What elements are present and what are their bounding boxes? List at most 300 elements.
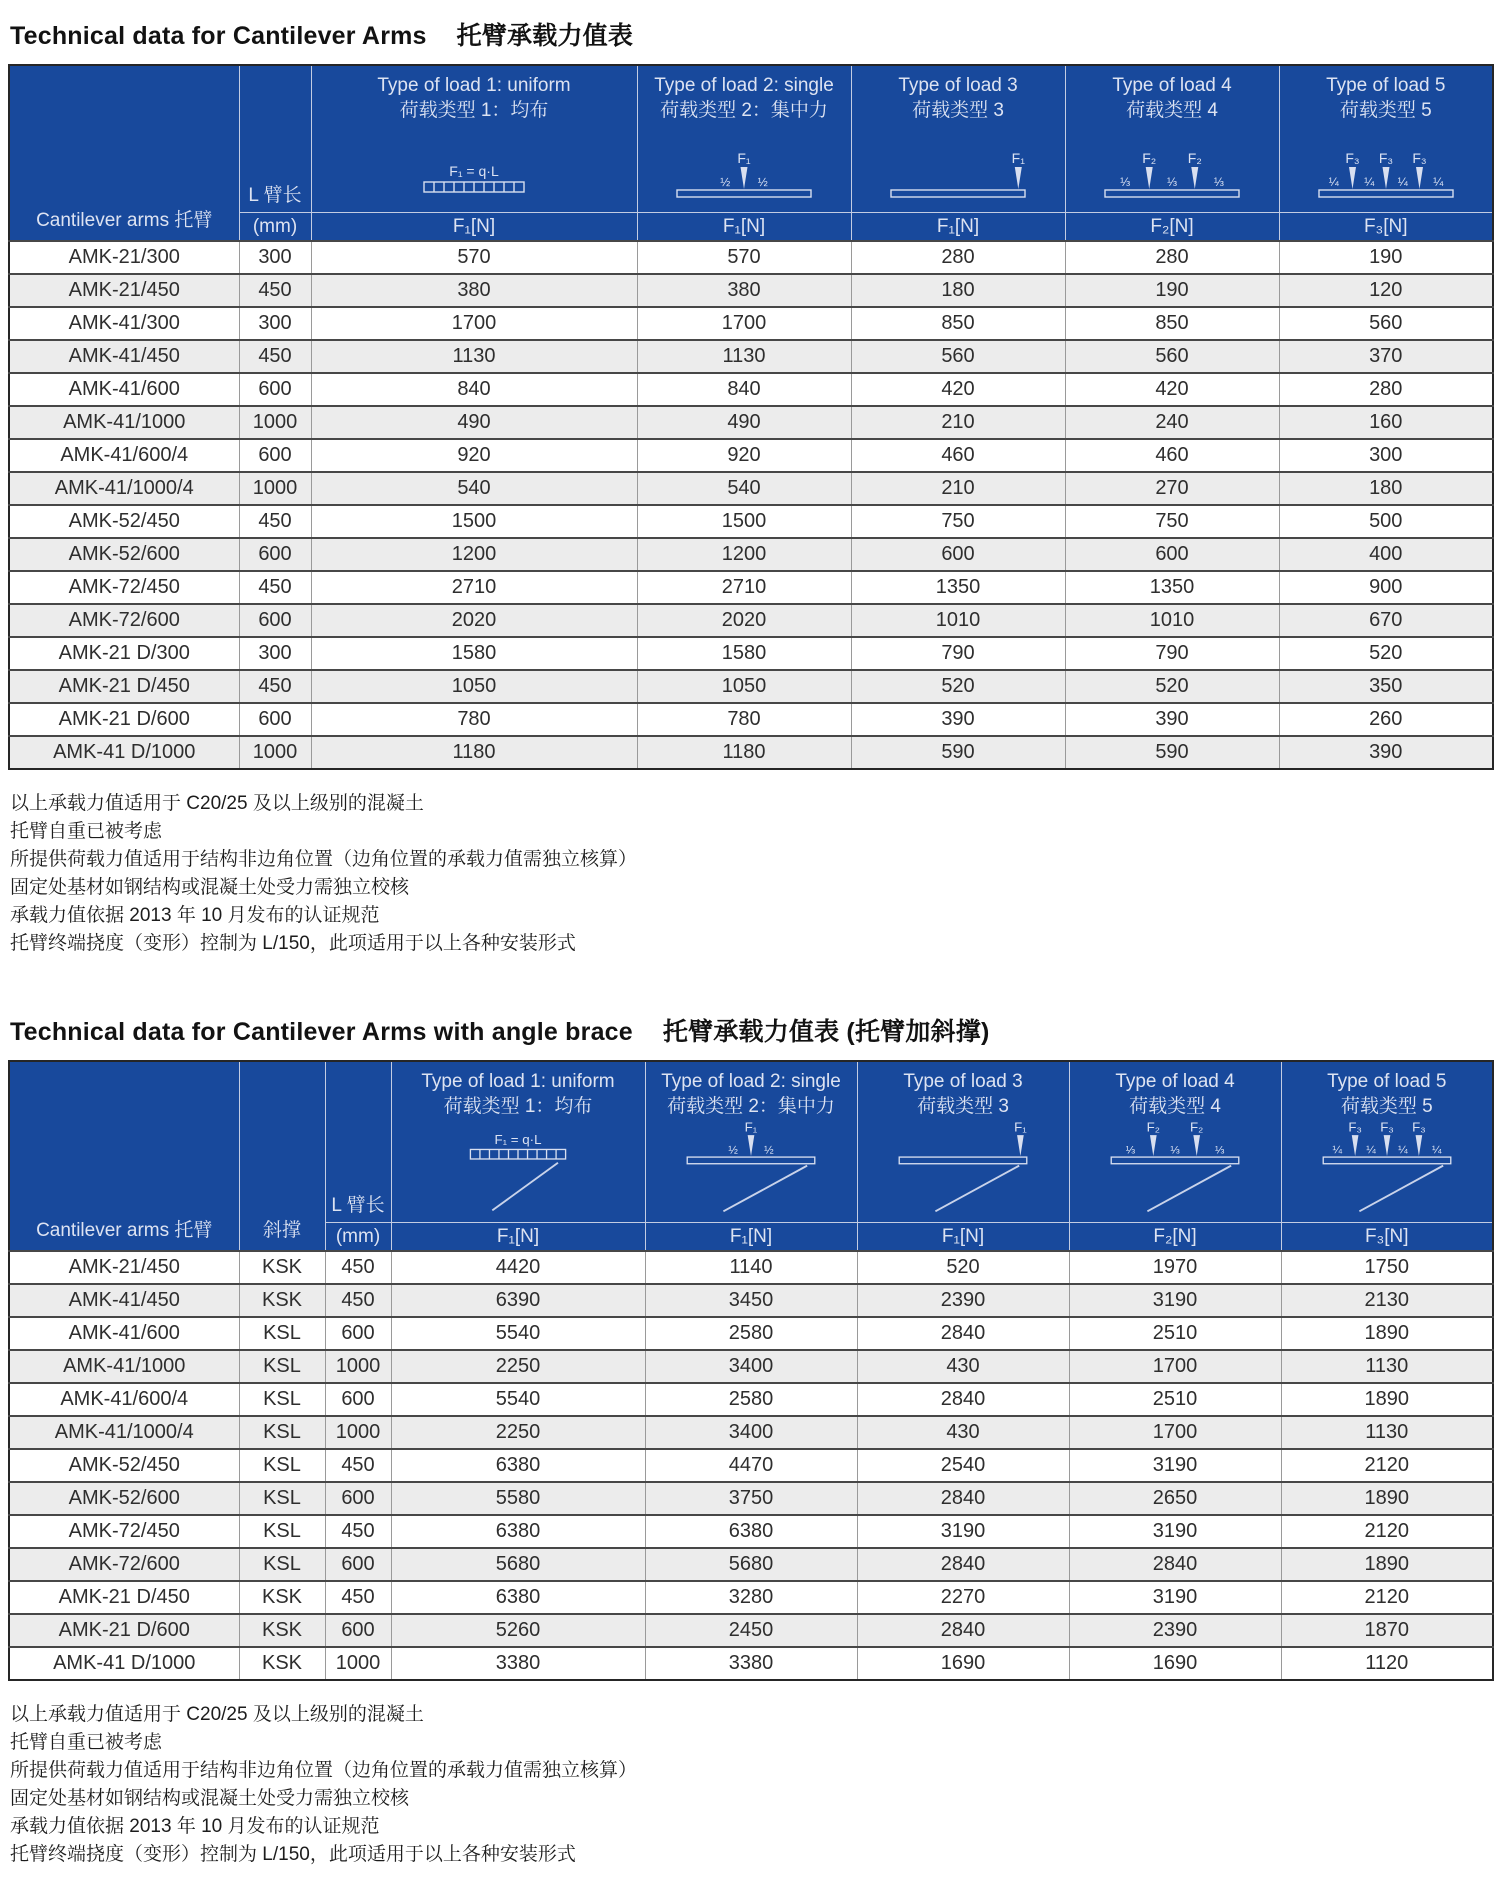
cell-value: 420 (1065, 373, 1279, 406)
cell-value: 1010 (1065, 604, 1279, 637)
load-type-title-zh: 荷载类型 1：均布 (443, 1096, 593, 1117)
cell-value: 1130 (1281, 1416, 1493, 1449)
table-row (9, 736, 1493, 769)
note-line: 固定处基材如钢结构或混凝土处受力需独立校核 (10, 877, 410, 898)
cell-model: AMK-41/1000/4 (9, 472, 239, 505)
cell-value: KSK (239, 1284, 325, 1317)
cell-value: 600 (325, 1383, 391, 1416)
cell-value: 570 (311, 241, 637, 274)
force-column-label-4: F₂[N] (1065, 213, 1279, 242)
length-unit-header: (mm) (325, 1223, 391, 1252)
cell-value: 920 (637, 439, 851, 472)
cell-value: 750 (1065, 505, 1279, 538)
cell-value: 2580 (645, 1317, 857, 1350)
cell-model: AMK-41/600/4 (9, 1383, 239, 1416)
cell-value: 2130 (1281, 1284, 1493, 1317)
header-row-main (9, 1061, 1493, 1223)
cell-value: 1200 (311, 538, 637, 571)
cell-value: 5680 (391, 1548, 645, 1581)
cell-value: 5540 (391, 1317, 645, 1350)
table-row (9, 439, 1493, 472)
length-unit-header: (mm) (239, 213, 311, 242)
load-type-title (377, 73, 570, 123)
cell-value: 1350 (1065, 571, 1279, 604)
cell-value: 2390 (857, 1284, 1069, 1317)
table-row (9, 1647, 1493, 1680)
cell-value: 600 (239, 373, 311, 406)
load-type-2-header (637, 65, 851, 213)
load-type-title-en: Type of load 1: uniform (377, 75, 571, 96)
cell-value: 6380 (391, 1581, 645, 1614)
note-line: 承载力值依据 2013 年 10 月发布的认证规范 (10, 1816, 380, 1837)
table-row (9, 1317, 1493, 1350)
cell-value: 6380 (391, 1449, 645, 1482)
cell-value: 430 (857, 1350, 1069, 1383)
table-row (9, 703, 1493, 736)
cell-value: 600 (325, 1548, 391, 1581)
load-type-2-header (645, 1061, 857, 1223)
cell-value: 600 (239, 604, 311, 637)
svg-text:¼: ¼ (1366, 1144, 1376, 1157)
load-type-title-zh: 荷载类型 5 (1339, 100, 1432, 121)
cell-value: 790 (1065, 637, 1279, 670)
cell-value: 2510 (1069, 1383, 1281, 1416)
note-line: 托臂终端挠度（变形）控制为 L/150，此项适用于以上各种安装形式 (10, 933, 576, 954)
load-type-4-header (1065, 65, 1279, 213)
section2-title (10, 1012, 1492, 1048)
svg-text:F₁ = q·L: F₁ = q·L (494, 1131, 542, 1147)
cell-value: 390 (851, 703, 1065, 736)
cell-model: AMK-41/600 (9, 373, 239, 406)
cell-value: 280 (1065, 241, 1279, 274)
arm-length-header: L 臂长 (239, 65, 311, 213)
cell-value: 1500 (311, 505, 637, 538)
cell-value: 1000 (239, 472, 311, 505)
cell-value: 600 (851, 538, 1065, 571)
cell-value: 210 (851, 472, 1065, 505)
cell-value: 6380 (391, 1515, 645, 1548)
cell-value: 1200 (637, 538, 851, 571)
cell-value: 1870 (1281, 1614, 1493, 1647)
load-type-title (903, 1069, 1022, 1119)
cell-value: 2120 (1281, 1581, 1493, 1614)
cell-value: 1350 (851, 571, 1065, 604)
cell-value: 850 (851, 307, 1065, 340)
cell-value: 840 (311, 373, 637, 406)
load-type-title-zh: 荷载类型 4 (1126, 100, 1218, 121)
cell-value: 270 (1065, 472, 1279, 505)
cell-value: 2650 (1069, 1482, 1281, 1515)
cell-model: AMK-21 D/600 (9, 1614, 239, 1647)
table-header (9, 1061, 1493, 1251)
cell-value: 600 (325, 1482, 391, 1515)
cell-model: AMK-41/1000 (9, 406, 239, 439)
load-type-title (661, 1069, 841, 1119)
table-row (9, 1482, 1493, 1515)
cell-value: 1130 (311, 340, 637, 373)
cell-value: 380 (637, 274, 851, 307)
cell-value: 450 (325, 1581, 391, 1614)
cell-value: KSL (239, 1317, 325, 1350)
arm-column-header: Cantilever arms 托臂 (9, 65, 239, 241)
cantilever-arms-brace-table-container (8, 1060, 1492, 1681)
note-line: 以上承载力值适用于 C20/25 及以上级别的混凝土 (10, 1704, 424, 1725)
cell-value: 1690 (857, 1647, 1069, 1680)
cell-value: 600 (325, 1317, 391, 1350)
load-type-title-zh: 荷载类型 2：集中力 (667, 1096, 835, 1117)
cell-value: 1700 (1069, 1416, 1281, 1449)
cell-value: 1120 (1281, 1647, 1493, 1680)
cell-value: KSK (239, 1251, 325, 1284)
cell-value: 2020 (637, 604, 851, 637)
table-header (9, 65, 1493, 241)
cell-value: 180 (851, 274, 1065, 307)
note-line: 托臂自重已被考虑 (10, 1732, 163, 1753)
load-diagram-2 (659, 150, 829, 208)
cell-value: 2710 (311, 571, 637, 604)
cell-value: 1000 (239, 406, 311, 439)
cell-value: 300 (239, 307, 311, 340)
cell-value: 3190 (857, 1515, 1069, 1548)
svg-text:⅓: ⅓ (1166, 175, 1178, 189)
cell-value: 280 (1279, 373, 1493, 406)
table-row (9, 373, 1493, 406)
cell-value: 460 (1065, 439, 1279, 472)
cell-value: 450 (325, 1515, 391, 1548)
load-diagram-2-braced (666, 1119, 836, 1218)
svg-text:⅓: ⅓ (1125, 1144, 1136, 1157)
load-type-title-en: Type of load 1: uniform (421, 1071, 615, 1092)
svg-text:F₃: F₃ (1348, 1119, 1362, 1135)
section1-title-zh: 托臂承载力值表 (456, 22, 634, 50)
cell-value: 2840 (857, 1614, 1069, 1647)
cell-value: 2840 (857, 1482, 1069, 1515)
cell-value: KSL (239, 1482, 325, 1515)
cell-value: 3190 (1069, 1515, 1281, 1548)
force-column-label-5: F₃[N] (1281, 1223, 1493, 1252)
section2-title-en: Technical data for Cantilever Arms with angle brace (10, 1018, 633, 1046)
cell-value: 2270 (857, 1581, 1069, 1614)
table-row (9, 241, 1493, 274)
cell-value: 5680 (645, 1548, 857, 1581)
cell-value: 2840 (857, 1317, 1069, 1350)
cell-value: 6380 (645, 1515, 857, 1548)
force-column-label-5: F₃[N] (1279, 213, 1493, 242)
cell-value: 1500 (637, 505, 851, 538)
note-line: 托臂自重已被考虑 (10, 821, 163, 842)
cell-value: 600 (239, 538, 311, 571)
cell-value: 540 (311, 472, 637, 505)
load-diagram-4-braced (1090, 1119, 1260, 1218)
svg-text:F₁: F₁ (737, 150, 751, 166)
brace-column-header: 斜撑 (239, 1061, 325, 1251)
svg-text:½: ½ (764, 1144, 774, 1157)
load-diagram-4 (1087, 150, 1257, 208)
cell-value: 1180 (637, 736, 851, 769)
cell-value: 1180 (311, 736, 637, 769)
svg-text:¼: ¼ (1328, 175, 1339, 189)
cell-model: AMK-72/450 (9, 1515, 239, 1548)
cell-model: AMK-41/450 (9, 340, 239, 373)
cell-value: 3190 (1069, 1449, 1281, 1482)
table-row (9, 538, 1493, 571)
load-type-4-header (1069, 1061, 1281, 1223)
cell-value: 380 (311, 274, 637, 307)
load-type-title-zh: 荷载类型 1：均布 (399, 100, 549, 121)
load-type-title-en: Type of load 4 (1112, 75, 1232, 96)
cell-value: KSL (239, 1515, 325, 1548)
table-row (9, 340, 1493, 373)
cell-value: 450 (239, 670, 311, 703)
cell-value: 1010 (851, 604, 1065, 637)
load-type-title (1115, 1069, 1234, 1119)
table-row (9, 472, 1493, 505)
force-column-label-3: F₁[N] (857, 1223, 1069, 1252)
cell-value: 2580 (645, 1383, 857, 1416)
cell-value: 1050 (637, 670, 851, 703)
svg-text:F₃: F₃ (1378, 150, 1393, 166)
load-type-title-zh: 荷载类型 2：集中力 (660, 100, 828, 121)
cell-value: 450 (239, 340, 311, 373)
cell-value: 5540 (391, 1383, 645, 1416)
cell-value: 840 (637, 373, 851, 406)
cell-value: KSL (239, 1416, 325, 1449)
cell-value: 520 (1065, 670, 1279, 703)
table-row (9, 406, 1493, 439)
cell-model: AMK-52/600 (9, 1482, 239, 1515)
cell-model: AMK-72/450 (9, 571, 239, 604)
table-row (9, 1515, 1493, 1548)
load-diagram-5 (1301, 150, 1471, 208)
cantilever-arms-brace-load-table (8, 1060, 1494, 1681)
load-diagram-3 (873, 150, 1043, 208)
cell-value: 2250 (391, 1350, 645, 1383)
cell-value: KSK (239, 1647, 325, 1680)
table-row (9, 1284, 1493, 1317)
load-type-title-zh: 荷载类型 3 (917, 1096, 1009, 1117)
cell-value: 420 (851, 373, 1065, 406)
cell-value: 1890 (1281, 1548, 1493, 1581)
cell-value: KSL (239, 1548, 325, 1581)
cell-value: KSK (239, 1581, 325, 1614)
cell-value: 1050 (311, 670, 637, 703)
cell-model: AMK-21 D/300 (9, 637, 239, 670)
cell-value: 2840 (1069, 1548, 1281, 1581)
svg-text:¼: ¼ (1397, 1144, 1408, 1157)
cell-value: 160 (1279, 406, 1493, 439)
table-row (9, 274, 1493, 307)
cell-value: 490 (311, 406, 637, 439)
svg-text:F₁ = q·L: F₁ = q·L (449, 163, 499, 179)
load-diagram-1-braced (433, 1119, 603, 1218)
cell-value: 450 (325, 1449, 391, 1482)
load-type-title-zh: 荷载类型 5 (1340, 1096, 1433, 1117)
table-row (9, 1251, 1493, 1284)
table-row (9, 571, 1493, 604)
svg-text:F₁: F₁ (1011, 150, 1025, 166)
cell-value: 2020 (311, 604, 637, 637)
cell-value: 540 (637, 472, 851, 505)
cell-value: 2450 (645, 1614, 857, 1647)
cell-value: 300 (1279, 439, 1493, 472)
load-type-title-en: Type of load 2: single (661, 1071, 841, 1092)
load-type-title-en: Type of load 5 (1326, 75, 1446, 96)
cell-value: 2120 (1281, 1515, 1493, 1548)
cell-value: 2840 (857, 1548, 1069, 1581)
cell-value: 1970 (1069, 1251, 1281, 1284)
table-row (9, 1383, 1493, 1416)
cell-value: 1750 (1281, 1251, 1493, 1284)
cell-value: 1580 (311, 637, 637, 670)
note-line: 托臂终端挠度（变形）控制为 L/150，此项适用于以上各种安装形式 (10, 1844, 576, 1865)
cell-value: 4470 (645, 1449, 857, 1482)
note-line: 所提供荷载力值适用于结构非边角位置（边角位置的承载力值需独立核算） (10, 849, 638, 870)
cell-value: 1580 (637, 637, 851, 670)
cell-value: 670 (1279, 604, 1493, 637)
force-column-label-2: F₁[N] (645, 1223, 857, 1252)
cell-value: 2540 (857, 1449, 1069, 1482)
load-diagram-1 (389, 150, 559, 208)
cell-value: 2840 (857, 1383, 1069, 1416)
cell-value: 1000 (325, 1647, 391, 1680)
cell-value: 450 (325, 1251, 391, 1284)
cell-value: 600 (239, 439, 311, 472)
cell-value: 5260 (391, 1614, 645, 1647)
cell-value: KSL (239, 1449, 325, 1482)
svg-text:¼: ¼ (1433, 175, 1444, 189)
cell-model: AMK-21/450 (9, 1251, 239, 1284)
cell-value: 3750 (645, 1482, 857, 1515)
cell-value: KSL (239, 1350, 325, 1383)
cell-value: 1700 (637, 307, 851, 340)
cell-value: 390 (1065, 703, 1279, 736)
cell-model: AMK-21 D/450 (9, 670, 239, 703)
cell-value: 2510 (1069, 1317, 1281, 1350)
load-type-3-header (857, 1061, 1069, 1223)
cell-value: 560 (1065, 340, 1279, 373)
cell-value: 190 (1065, 274, 1279, 307)
section2-notes (10, 1701, 1492, 1869)
cell-value: 3380 (391, 1647, 645, 1680)
svg-text:F₃: F₃ (1379, 1119, 1394, 1135)
cell-model: AMK-72/600 (9, 604, 239, 637)
cell-model: AMK-41/1000 (9, 1350, 239, 1383)
load-diagram-5-braced (1302, 1119, 1472, 1218)
table-row (9, 1581, 1493, 1614)
table-row (9, 505, 1493, 538)
svg-text:F₃: F₃ (1345, 150, 1360, 166)
cell-model: AMK-21 D/450 (9, 1581, 239, 1614)
cell-value: 520 (851, 670, 1065, 703)
cell-value: 590 (851, 736, 1065, 769)
svg-text:½: ½ (757, 175, 768, 189)
cell-value: 3190 (1069, 1581, 1281, 1614)
note-line: 所提供荷载力值适用于结构非边角位置（边角位置的承载力值需独立核算） (10, 1760, 638, 1781)
cell-value: 3380 (645, 1647, 857, 1680)
svg-text:F₂: F₂ (1146, 1119, 1160, 1135)
cell-value: 1890 (1281, 1317, 1493, 1350)
force-column-label-2: F₁[N] (637, 213, 851, 242)
force-column-label-1: F₁[N] (311, 213, 637, 242)
load-type-5-header (1281, 1061, 1493, 1223)
cell-value: 450 (239, 274, 311, 307)
cell-value: 790 (851, 637, 1065, 670)
cell-value: 590 (1065, 736, 1279, 769)
cell-value: 1130 (1281, 1350, 1493, 1383)
section1-title-en: Technical data for Cantilever Arms (10, 22, 427, 50)
load-type-title-en: Type of load 3 (903, 1071, 1023, 1092)
cell-value: 850 (1065, 307, 1279, 340)
cell-value: 390 (1279, 736, 1493, 769)
load-type-title (1326, 73, 1445, 123)
cell-model: AMK-21 D/600 (9, 703, 239, 736)
table-body (9, 241, 1493, 769)
cell-value: 3190 (1069, 1284, 1281, 1317)
table-row (9, 1350, 1493, 1383)
table-body (9, 1251, 1493, 1680)
table-row (9, 1416, 1493, 1449)
cell-model: AMK-41 D/1000 (9, 1647, 239, 1680)
cell-model: AMK-41 D/1000 (9, 736, 239, 769)
load-type-title (898, 73, 1017, 123)
cell-value: 210 (851, 406, 1065, 439)
cell-value: 450 (239, 571, 311, 604)
cell-value: 780 (637, 703, 851, 736)
cell-value: 460 (851, 439, 1065, 472)
cell-value: 2710 (637, 571, 851, 604)
svg-text:F₂: F₂ (1187, 150, 1202, 166)
note-line: 固定处基材如钢结构或混凝土处受力需独立校核 (10, 1788, 410, 1809)
cell-value: KSK (239, 1614, 325, 1647)
note-line: 承载力值依据 2013 年 10 月发布的认证规范 (10, 905, 380, 926)
svg-text:F₂: F₂ (1142, 150, 1157, 166)
svg-text:⅓: ⅓ (1214, 1144, 1225, 1157)
load-type-1-header (391, 1061, 645, 1223)
cell-value: 4420 (391, 1251, 645, 1284)
force-column-label-4: F₂[N] (1069, 1223, 1281, 1252)
cell-model: AMK-41/1000/4 (9, 1416, 239, 1449)
cell-model: AMK-52/600 (9, 538, 239, 571)
cantilever-arms-load-table (8, 64, 1494, 770)
svg-text:¼: ¼ (1431, 1144, 1442, 1157)
svg-text:½: ½ (728, 1144, 738, 1157)
cell-value: 560 (1279, 307, 1493, 340)
arm-length-header: L 臂长 (325, 1061, 391, 1223)
svg-text:¼: ¼ (1363, 175, 1375, 189)
arm-column-header: Cantilever arms 托臂 (9, 1061, 239, 1251)
cell-value: 900 (1279, 571, 1493, 604)
svg-text:⅓: ⅓ (1170, 1144, 1180, 1157)
cell-value: 300 (239, 637, 311, 670)
header-row-main (9, 65, 1493, 213)
cell-model: AMK-41/600/4 (9, 439, 239, 472)
load-type-3-header (851, 65, 1065, 213)
cell-value: 450 (239, 505, 311, 538)
cell-value: 120 (1279, 274, 1493, 307)
cell-model: AMK-21/450 (9, 274, 239, 307)
svg-text:⅓: ⅓ (1120, 175, 1131, 189)
section1-notes (10, 790, 1492, 958)
cell-value: 490 (637, 406, 851, 439)
svg-text:F₁: F₁ (1014, 1119, 1027, 1135)
cell-model: AMK-21/300 (9, 241, 239, 274)
cell-value: 1690 (1069, 1647, 1281, 1680)
svg-text:F₁: F₁ (744, 1119, 758, 1135)
cell-value: KSL (239, 1383, 325, 1416)
cell-model: AMK-41/450 (9, 1284, 239, 1317)
cell-model: AMK-52/450 (9, 1449, 239, 1482)
cell-model: AMK-41/300 (9, 307, 239, 340)
